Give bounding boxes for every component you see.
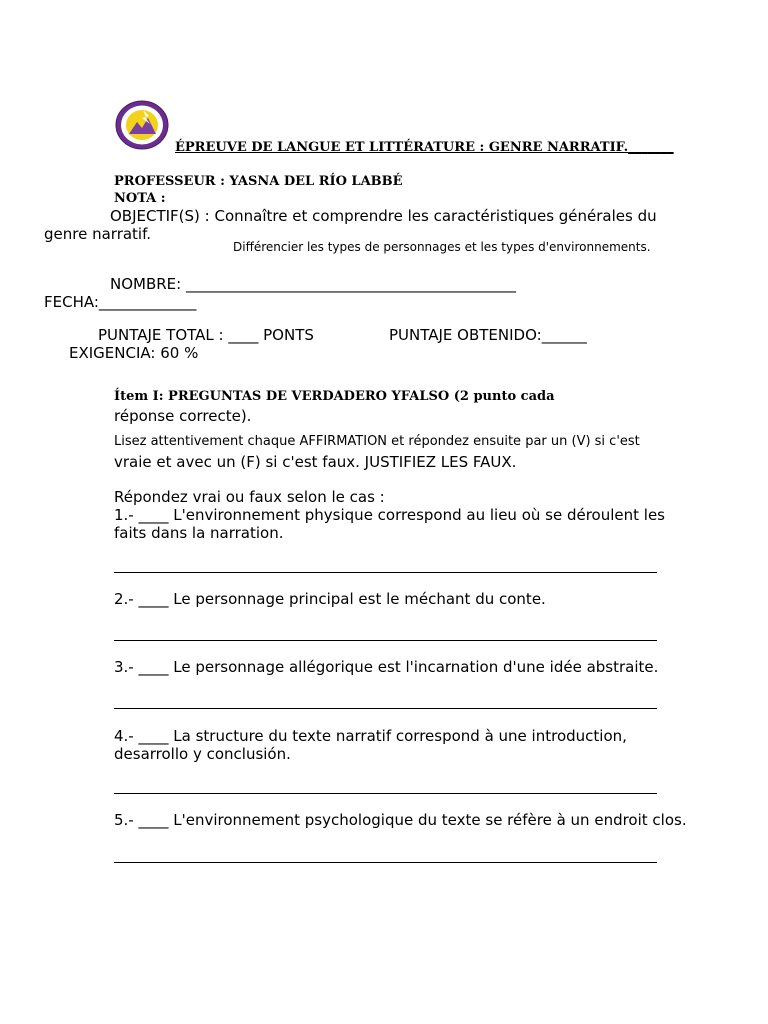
question-2-line-1: 2.- ____ Le personnage principal est le méchant du conte. (114, 590, 546, 608)
objective-sub: Différencier les types de personnages et les types d'environnements. (233, 240, 651, 254)
exam-title-text: ÉPREUVE DE LANGUE ET LITTÉRATURE : GENRE NARRATIF. (175, 140, 629, 155)
answer-line-4[interactable] (114, 793, 657, 794)
answer-line-2[interactable] (114, 640, 657, 641)
answer-line-3[interactable] (114, 708, 657, 709)
question-4-line-1: 4.- ____ La structure du texte narratif correspond à une introduction, (114, 727, 627, 745)
question-4 (114, 727, 627, 763)
item-title-continued: réponse correcte). (114, 407, 252, 425)
question-3 (114, 658, 658, 676)
answer-line-1[interactable] (114, 572, 657, 573)
nombre-field[interactable]: NOMBRE: ____________________________________________ (110, 275, 516, 293)
question-2 (114, 590, 546, 608)
exigencia: EXIGENCIA: 60 % (69, 344, 199, 362)
fecha-field[interactable]: FECHA:_____________ (44, 293, 197, 311)
instruction-line-1: Lisez attentivement chaque AFFIRMATION et répondez ensuite par un (V) si c'est (114, 434, 640, 449)
exam-title-trail: _______ (628, 140, 674, 155)
answer-prompt: Répondez vrai ou faux selon le cas : (114, 488, 385, 506)
professor-name: PROFESSEUR : YASNA DEL RÍO LABBÉ (114, 174, 403, 189)
item-title: Ítem I: PREGUNTAS DE VERDADERO YFALSO (2 punto cada (114, 389, 555, 404)
objective-line-2: genre narratif. (44, 225, 152, 243)
question-1-line-1: 1.- ____ L'environnement physique correspond au lieu où se déroulent les (114, 506, 665, 524)
answer-line-5[interactable] (114, 862, 657, 863)
nota-label: NOTA : (114, 191, 166, 206)
objective-line-1: OBJECTIF(S) : Connaître et comprendre les caractéristiques générales du (110, 207, 657, 225)
question-3-line-1: 3.- ____ Le personnage allégorique est l'incarnation d'une idée abstraite. (114, 658, 659, 676)
question-5-line-1: 5.- ____ L'environnement psychologique du texte se réfère à un endroit clos. (114, 811, 687, 829)
question-5 (114, 811, 687, 829)
school-logo (115, 100, 169, 150)
puntaje-obtenido: PUNTAJE OBTENIDO:______ (389, 326, 587, 344)
question-4-line-2: desarrollo y conclusión. (114, 745, 291, 763)
puntaje-total: PUNTAJE TOTAL : ____ PONTS (98, 326, 314, 344)
question-1 (114, 506, 665, 542)
question-1-line-2: faits dans la narration. (114, 524, 284, 542)
instruction-line-2: vraie et avec un (F) si c'est faux. JUSTIFIEZ LES FAUX. (114, 453, 517, 471)
exam-title (175, 140, 674, 155)
